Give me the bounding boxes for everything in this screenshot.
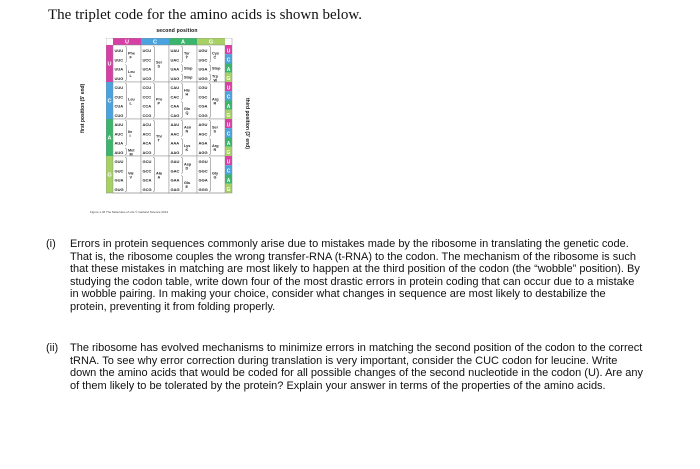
codon-table — [106, 38, 241, 203]
codon-text: CAC — [170, 94, 180, 100]
amino-acid-code: H — [185, 92, 189, 97]
codon-text: GAU — [170, 159, 180, 165]
codon-text: AUC — [114, 131, 124, 137]
amino-acid-code: C — [213, 55, 217, 60]
amino-acid-name: Ala — [156, 171, 162, 176]
amino-acid-code: K — [185, 147, 189, 152]
codon-text: CUU — [114, 85, 124, 91]
third-position-base: C — [226, 57, 231, 64]
amino-acid-name: Asn — [184, 125, 192, 130]
codon-text: UGA — [198, 66, 208, 72]
amino-acid-name: Leu — [128, 97, 135, 102]
codon-text: GUA — [114, 177, 124, 183]
codon-text: CCA — [142, 103, 152, 109]
codon-text: ACU — [142, 122, 152, 128]
codon-text: CUG — [114, 112, 124, 118]
amino-acid-name: Met — [128, 148, 135, 153]
first-position-base-u: U — [107, 61, 112, 68]
codon-text: AGU — [198, 122, 208, 128]
codon-text: UUA — [114, 66, 124, 72]
codon-text: ACG — [142, 149, 152, 155]
codon-text: AGG — [198, 149, 208, 155]
codon-text: CCU — [142, 85, 152, 91]
codon-text: CGA — [198, 103, 208, 109]
amino-acid-code: P — [157, 101, 161, 106]
codon-text: AAU — [170, 122, 180, 128]
codon-text: AAC — [170, 131, 180, 137]
codon-text: UAA — [170, 66, 180, 72]
first-position-base-a: A — [107, 135, 112, 142]
third-position-base: A — [226, 177, 231, 184]
third-position-base: G — [226, 76, 231, 82]
third-position-base: A — [226, 140, 231, 147]
codon-text: GAC — [170, 168, 180, 174]
amino-acid-code: L — [129, 101, 132, 106]
codon-text: UAU — [170, 48, 180, 54]
figure-caption: Figure 1.46 The Molecules of Life © Garland Science 2013 — [90, 210, 169, 214]
codon-text: GUC — [114, 168, 124, 174]
codon-text: UUG — [114, 75, 124, 81]
third-position-base: C — [226, 94, 231, 101]
codon-text: UCC — [142, 57, 152, 63]
amino-acid-name: Ile — [128, 129, 133, 134]
codon-text: GGA — [198, 177, 208, 183]
amino-acid-code: E — [185, 184, 189, 189]
codon-text: CAG — [170, 112, 180, 118]
amino-acid-name: Stop — [184, 75, 193, 80]
second-position-base-g: G — [208, 39, 214, 46]
amino-acid-code: S — [213, 129, 217, 134]
first-position-base-g: G — [107, 172, 112, 179]
codon-text: GUG — [114, 186, 124, 192]
codon-text: UGG — [198, 75, 208, 81]
third-position-label: third position (3' end) — [244, 98, 250, 149]
amino-acid-code: Y — [185, 55, 189, 60]
question-1-text: Errors in protein sequences commonly arise due to mistakes made by the ribosome in translating the genetic code. That is, the ribosome couples the wrong transfer-RNA (t-RNA) to the codon. The mechanism of the ribosome is such that these mistakes in matching are most likely to happen at the third position of the codon (the “wobble” position). By studying the codon table, write down four of the most drastic errors in protein coding that can occur due to a mistake in wobble pairing. In making your choice, consider what changes in sequence are most likely to destabilize the protein, preventing it from folding properly. — [70, 238, 640, 313]
codon-text: UCA — [142, 66, 152, 72]
amino-acid-name: Asp — [184, 162, 192, 167]
amino-acid-name: Pro — [156, 97, 163, 102]
codon-text: UUC — [114, 57, 124, 63]
codon-text: AUA — [114, 140, 124, 146]
amino-acid-code: A — [157, 175, 161, 180]
codon-text: AAG — [170, 149, 180, 155]
amino-acid-name: Ser — [156, 60, 163, 65]
codon-text: CUC — [114, 94, 124, 100]
codon-text: CGG — [198, 112, 208, 118]
amino-acid-code: L — [129, 73, 132, 78]
codon-text: CGC — [198, 94, 208, 100]
codon-text: CCC — [142, 94, 152, 100]
amino-acid-name: Cys — [212, 51, 219, 56]
amino-acid-code: I — [129, 133, 131, 138]
amino-acid-code: F — [129, 55, 132, 60]
codon-text: UAG — [170, 75, 180, 81]
amino-acid-name: Trp — [212, 74, 218, 79]
codon-text: UGU — [198, 48, 208, 54]
amino-acid-name: Ser — [212, 125, 219, 130]
amino-acid-name: Gly — [212, 171, 219, 176]
amino-acid-name: Val — [128, 171, 134, 176]
amino-acid-name: Arg — [212, 143, 219, 148]
second-position-base-u: U — [125, 39, 129, 46]
amino-acid-name: Arg — [212, 97, 219, 102]
amino-acid-code: W — [213, 78, 218, 83]
codon-text: GGU — [198, 159, 208, 165]
question-2-number: (ii) — [46, 342, 59, 354]
second-position-label: second position — [156, 28, 198, 34]
codon-text: AAA — [170, 140, 180, 146]
codon-text: ACA — [142, 140, 152, 146]
codon-text: AUU — [114, 122, 124, 128]
codon-text: GCG — [142, 186, 152, 192]
amino-acid-code: M — [129, 152, 133, 157]
amino-acid-code: D — [185, 166, 189, 171]
question-1-number: (i) — [46, 238, 56, 250]
codon-text: CUA — [114, 103, 124, 109]
third-position-base: A — [226, 66, 231, 73]
codon-text: AGC — [198, 131, 208, 137]
codon-text: CCG — [142, 112, 152, 118]
amino-acid-name: Tyr — [184, 51, 190, 56]
third-position-base: C — [226, 131, 231, 138]
codon-text: GGG — [198, 186, 208, 192]
amino-acid-code: V — [129, 175, 133, 180]
amino-acid-code: N — [185, 129, 189, 134]
third-position-base: U — [226, 85, 231, 92]
amino-acid-name: Glu — [184, 180, 191, 185]
first-position-label: first position (5' end) — [80, 83, 86, 133]
amino-acid-name: Leu — [128, 69, 135, 74]
second-position-base-a: A — [181, 39, 185, 46]
third-position-base: U — [226, 159, 231, 166]
amino-acid-name: Thr — [156, 134, 163, 139]
codon-text: AUG — [114, 149, 124, 155]
second-position-base-c: C — [153, 39, 157, 46]
first-position-base-c: C — [107, 98, 112, 105]
codon-text: GAA — [170, 177, 180, 183]
codon-text: UUU — [114, 48, 124, 54]
amino-acid-name: His — [184, 88, 190, 93]
intro-text: The triplet code for the amino acids is shown below. — [48, 7, 362, 23]
question-2-text: The ribosome has evolved mechanisms to minimize errors in matching the second position of the codon to the correct tRNA. To see why error correction during translation is very important, consider the CUC codon for leucine. Write down the amino acids that would be coded for all possible changes of the second nucleotide in the codon (U). Are any of them likely to be tolerated by the protein? Explain your answer in terms of the properties of the amino acids. — [70, 342, 643, 392]
amino-acid-code: Q — [185, 110, 189, 115]
amino-acid-name: Stop — [184, 66, 193, 71]
codon-text: UCG — [142, 75, 152, 81]
codon-text: GGC — [198, 168, 208, 174]
third-position-base: G — [226, 150, 231, 156]
amino-acid-name: Lys — [184, 143, 191, 148]
third-position-base: U — [226, 48, 231, 55]
amino-acid-name: Gln — [184, 106, 191, 111]
third-position-base: U — [226, 122, 231, 129]
third-position-base: G — [226, 187, 231, 193]
third-position-base: C — [226, 168, 231, 175]
amino-acid-code: T — [157, 138, 160, 143]
codon-text: UAC — [170, 57, 180, 63]
amino-acid-code: R — [213, 101, 217, 106]
codon-text: GUU — [114, 159, 124, 165]
codon-text: CAA — [170, 103, 180, 109]
third-position-base: G — [226, 113, 231, 119]
third-position-base: A — [226, 103, 231, 110]
amino-acid-name: Phe — [128, 51, 135, 56]
amino-acid-code: G — [213, 175, 217, 180]
codon-text: CGU — [198, 85, 208, 91]
codon-text: GCC — [142, 168, 152, 174]
amino-acid-name: Stop — [212, 66, 221, 71]
amino-acid-code: S — [157, 64, 161, 69]
codon-table-figure — [80, 28, 260, 218]
codon-text: UCU — [142, 48, 152, 54]
codon-text: CAU — [170, 85, 180, 91]
codon-text: GCU — [142, 159, 152, 165]
codon-text: UGC — [198, 57, 208, 63]
amino-acid-code: R — [213, 147, 217, 152]
codon-text: GCA — [142, 177, 152, 183]
codon-text: ACC — [142, 131, 152, 137]
codon-text: GAG — [170, 186, 180, 192]
codon-text: AGA — [198, 140, 208, 146]
